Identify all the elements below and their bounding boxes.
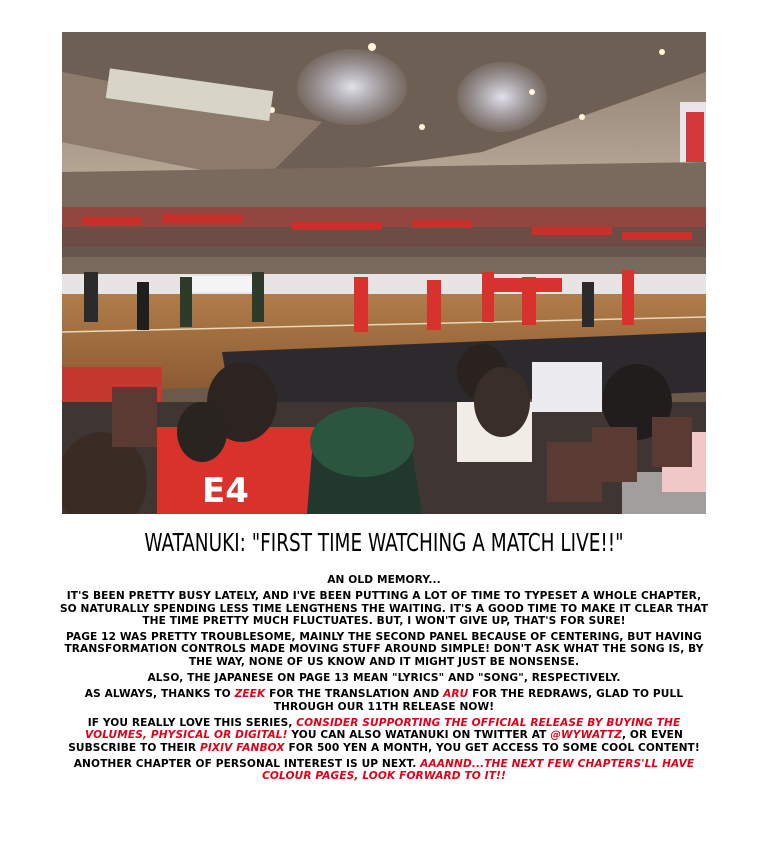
twitter-handle-link[interactable]: @WYWATTZ xyxy=(550,729,622,742)
support-text-d: FOR 500 YEN A MONTH, YOU GET ACCESS TO SOME COOL CONTENT! xyxy=(284,741,700,754)
support-text-c: , OR EVEN SUBSCRIBE TO THEIR xyxy=(68,729,683,754)
thanks-text-c: FOR THE REDRAWS, GLAD TO PULL THROUGH OUR 11TH RELEASE NOW! xyxy=(273,688,684,713)
thanks-text-b: FOR THE TRANSLATION AND xyxy=(265,688,444,701)
note-support xyxy=(58,717,710,754)
jersey-text: E4 xyxy=(202,471,249,511)
note-page12: PAGE 12 WAS PRETTY TROUBLESOME, MAINLY THE SECOND PANEL BECAUSE OF CENTERING, BUT HAVING TRANSFORMATION CONTROLS MADE MOVING STUFF AROUND SIMPLE! DON'T ASK WHAT THE SONG IS, BY THE WAY, NONE OF US KNOW AND IT MIGHT JUST BE NONSENSE. xyxy=(64,631,704,668)
note-thanks xyxy=(58,688,710,713)
thanks-text-a: AS ALWAYS, THANKS TO xyxy=(84,688,235,701)
support-text-b: YOU CAN ALSO WATANUKI ON TWITTER AT xyxy=(287,729,551,742)
pixiv-fanbox-link[interactable]: PIXIV FANBOX xyxy=(199,741,285,754)
support-text-a: IF YOU REALLY LOVE THIS SERIES, xyxy=(87,716,297,729)
note-next xyxy=(58,758,710,783)
note-page13: ALSO, THE JAPANESE ON PAGE 13 MEAN "LYRICS" AND "SONG", RESPECTIVELY. xyxy=(147,672,621,685)
credit-aru: ARU xyxy=(443,688,469,701)
page-title: WATANUKI: "FIRST TIME WATCHING A MATCH LIVE!!" xyxy=(144,528,624,557)
official-release-link[interactable]: CONSIDER SUPPORTING THE OFFICIAL RELEASE BY BUYING THE VOLUMES, PHYSICAL OR DIGITAL! xyxy=(85,716,681,742)
colour-pages-note: AAANND...THE NEXT FEW CHAPTERS'LL HAVE COLOUR PAGES, LOOK FORWARD TO IT!! xyxy=(262,757,695,783)
basketball-arena-photo xyxy=(62,32,706,514)
note-intro: AN OLD MEMORY... xyxy=(327,574,441,586)
next-text-a: ANOTHER CHAPTER OF PERSONAL INTEREST IS UP NEXT. xyxy=(73,757,421,770)
note-busy: IT'S BEEN PRETTY BUSY LATELY, AND I'VE BEEN PUTTING A LOT OF TIME TO TYPESET A WHOLE CHAPTER, SO NATURALLY SPENDING LESS TIME LENGTHENS THE WAITING. IT'S A GOOD TIME TO MAKE IT CLEAR THAT THE TIME PRETTY MUCH FLUCTUATES. BUT, I WON'T GIVE UP, THAT'S FOR SURE! xyxy=(59,590,709,627)
translator-notes xyxy=(58,574,710,786)
credit-zeek: ZEEK xyxy=(234,688,266,701)
